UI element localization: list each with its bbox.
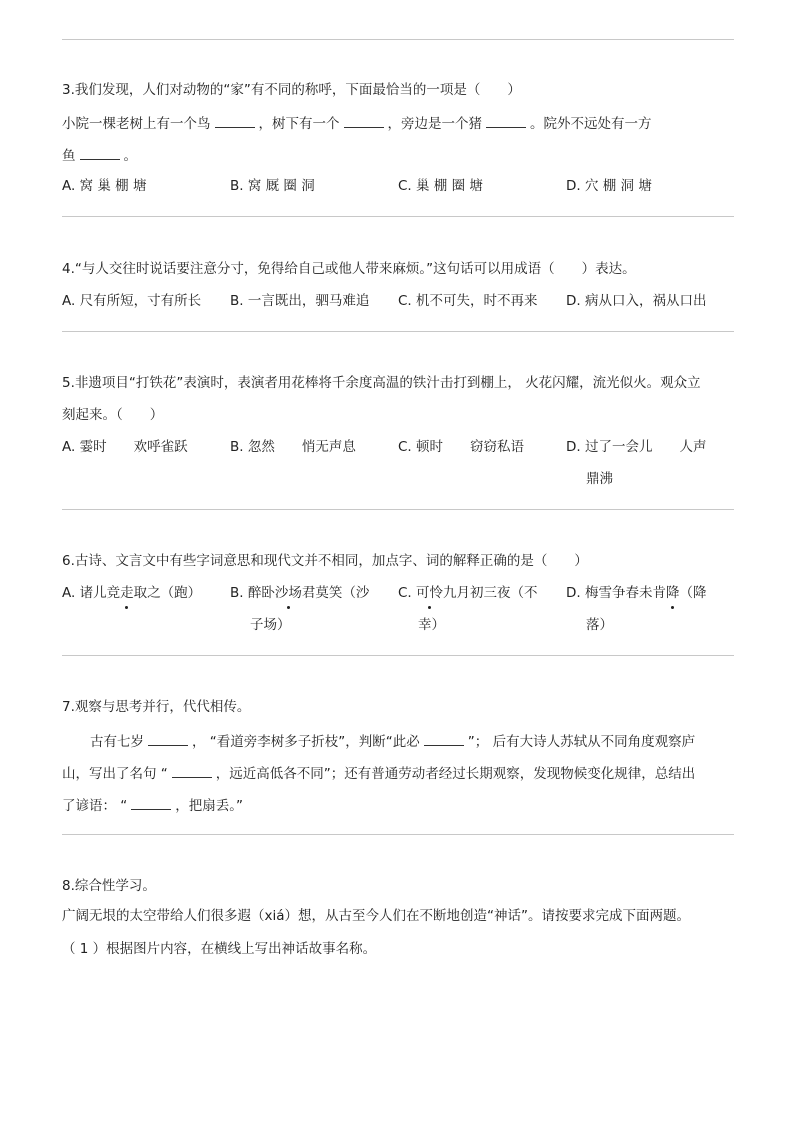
q4-stem: 4.“与人交往时说话要注意分寸，免得给自己或他人带来麻烦。”这句话可以用成语（ ）表达。 — [62, 261, 636, 277]
q3-blank-4[interactable] — [80, 145, 120, 160]
q6-option-c[interactable] — [398, 583, 538, 603]
q3-blank-3[interactable] — [486, 113, 526, 128]
q5-option-a[interactable]: A. 霎时 欢呼雀跃 — [62, 439, 188, 455]
q3-blank-2[interactable] — [344, 113, 384, 128]
q6-b-pre: B. 醉卧 — [230, 585, 275, 601]
q6-option-d-line2: 落） — [586, 617, 613, 633]
q3-text-line1 — [62, 113, 652, 134]
q8-subquestion-1: （ 1 ）根据图片内容，在横线上写出神话故事名称。 — [62, 941, 377, 957]
q3-blank-1[interactable] — [215, 113, 255, 128]
q6-stem: 6.古诗、文言文中有些字词意思和现代文并不相同，加点字、词的解释正确的是（ ） — [62, 553, 588, 569]
q7-blank-4[interactable] — [131, 795, 171, 810]
q3-text-line2 — [62, 145, 137, 166]
q7-text-line3 — [62, 795, 243, 816]
q7-line3-a: 了谚语： “ — [62, 798, 128, 814]
divider-top — [62, 39, 734, 40]
q3-line1-c: ，旁边是一个猪 — [387, 116, 482, 132]
q6-c-dotted-word: 可怜 — [416, 585, 444, 601]
divider-q4 — [62, 331, 734, 332]
q7-text-line1 — [90, 731, 695, 752]
divider-q5 — [62, 509, 734, 510]
q7-line2-a: 山，写出了名句 “ — [62, 766, 168, 782]
q3-line2-b: 。 — [123, 148, 137, 164]
q5-option-c[interactable]: C. 顿时 窃窃私语 — [398, 439, 525, 455]
q8-text-line1: 广阔无垠的太空带给人们很多遐（xiá）想，从古至今人们在不断地创造“神话”。请按要求完成下面两题。 — [62, 908, 690, 924]
q6-c-post: 九月初三夜（不 — [443, 585, 538, 601]
q7-line3-b: ，把扇丢。” — [175, 798, 244, 814]
q3-option-a[interactable]: A. 窝 巢 棚 塘 — [62, 178, 147, 194]
q3-line2-a: 鱼 — [62, 148, 76, 164]
q6-option-b-line2: 子场） — [250, 617, 291, 633]
q3-option-c[interactable]: C. 巢 棚 圈 塘 — [398, 178, 483, 194]
q7-line1-b: ， “看道旁李树多子折枝”，判断“此必 — [192, 734, 420, 750]
q8-stem: 8.综合性学习。 — [62, 878, 156, 894]
q6-option-b[interactable] — [230, 583, 369, 603]
q4-option-a[interactable]: A. 尺有所短，寸有所长 — [62, 293, 202, 309]
q3-stem: 3.我们发现，人们对动物的“家”有不同的称呼，下面最恰当的一项是（ ） — [62, 82, 521, 98]
q6-b-dotted-text: 沙场 — [274, 585, 302, 601]
q3-option-d[interactable]: D. 穴 棚 洞 塘 — [566, 178, 652, 194]
q5-option-d[interactable]: D. 过了一会儿 人声 — [566, 439, 707, 455]
q6-b-post: 君莫笑（沙 — [301, 585, 370, 601]
divider-q6 — [62, 655, 734, 656]
q4-option-b[interactable]: B. 一言既出，驷马难追 — [230, 293, 370, 309]
q7-blank-2[interactable] — [424, 731, 464, 746]
q3-option-b[interactable]: B. 窝 厩 圈 洞 — [230, 178, 315, 194]
q6-option-d[interactable] — [566, 583, 706, 603]
q5-stem-line2: 刻起来。（ ） — [62, 407, 164, 423]
q7-stem: 7.观察与思考并行，代代相传。 — [62, 699, 251, 715]
q3-line1-b: ，树下有一个 — [258, 116, 340, 132]
q3-line1-a: 小院一棵老树上有一个鸟 — [62, 116, 211, 132]
q6-d-dotted-word: 降 — [665, 585, 680, 601]
q7-blank-3[interactable] — [172, 763, 212, 778]
q4-option-c[interactable]: C. 机不可失，时不再来 — [398, 293, 538, 309]
q5-option-d-line2: 鼎沸 — [586, 471, 613, 487]
divider-q3 — [62, 216, 734, 217]
q6-b-dotted-word — [275, 583, 302, 603]
q7-blank-1[interactable] — [148, 731, 188, 746]
q7-line1-a: 古有七岁 — [90, 734, 144, 750]
q5-option-b[interactable]: B. 忽然 悄无声息 — [230, 439, 356, 455]
q3-line1-d: 。院外不远处有一方 — [530, 116, 652, 132]
q6-d-pre: D. 梅雪争春未肯 — [566, 585, 666, 601]
q6-a-pre: A. 诸儿竞 — [62, 585, 121, 601]
q6-a-dotted-word: 走 — [120, 585, 134, 601]
q6-option-c-line2: 幸） — [418, 617, 445, 633]
q4-option-d[interactable]: D. 病从口入，祸从口出 — [566, 293, 707, 309]
q7-text-line2 — [62, 763, 695, 784]
q7-line2-b: ，远近高低各不同”；还有普通劳动者经过长期观察，发现物候变化规律，总结出 — [215, 766, 696, 782]
q6-c-pre: C. — [398, 585, 417, 601]
divider-q7 — [62, 834, 734, 835]
q7-line1-c: ”； 后有大诗人苏轼从不同角度观察庐 — [467, 734, 696, 750]
q6-d-post: （降 — [679, 585, 707, 601]
q6-option-a[interactable] — [62, 583, 201, 603]
q5-stem-line1: 5.非遗项目“打铁花”表演时，表演者用花棒将千余度高温的铁汁击打到棚上， 火花闪耀，流光似火。观众立 — [62, 375, 701, 391]
q6-a-post: 取之（跑） — [133, 585, 202, 601]
